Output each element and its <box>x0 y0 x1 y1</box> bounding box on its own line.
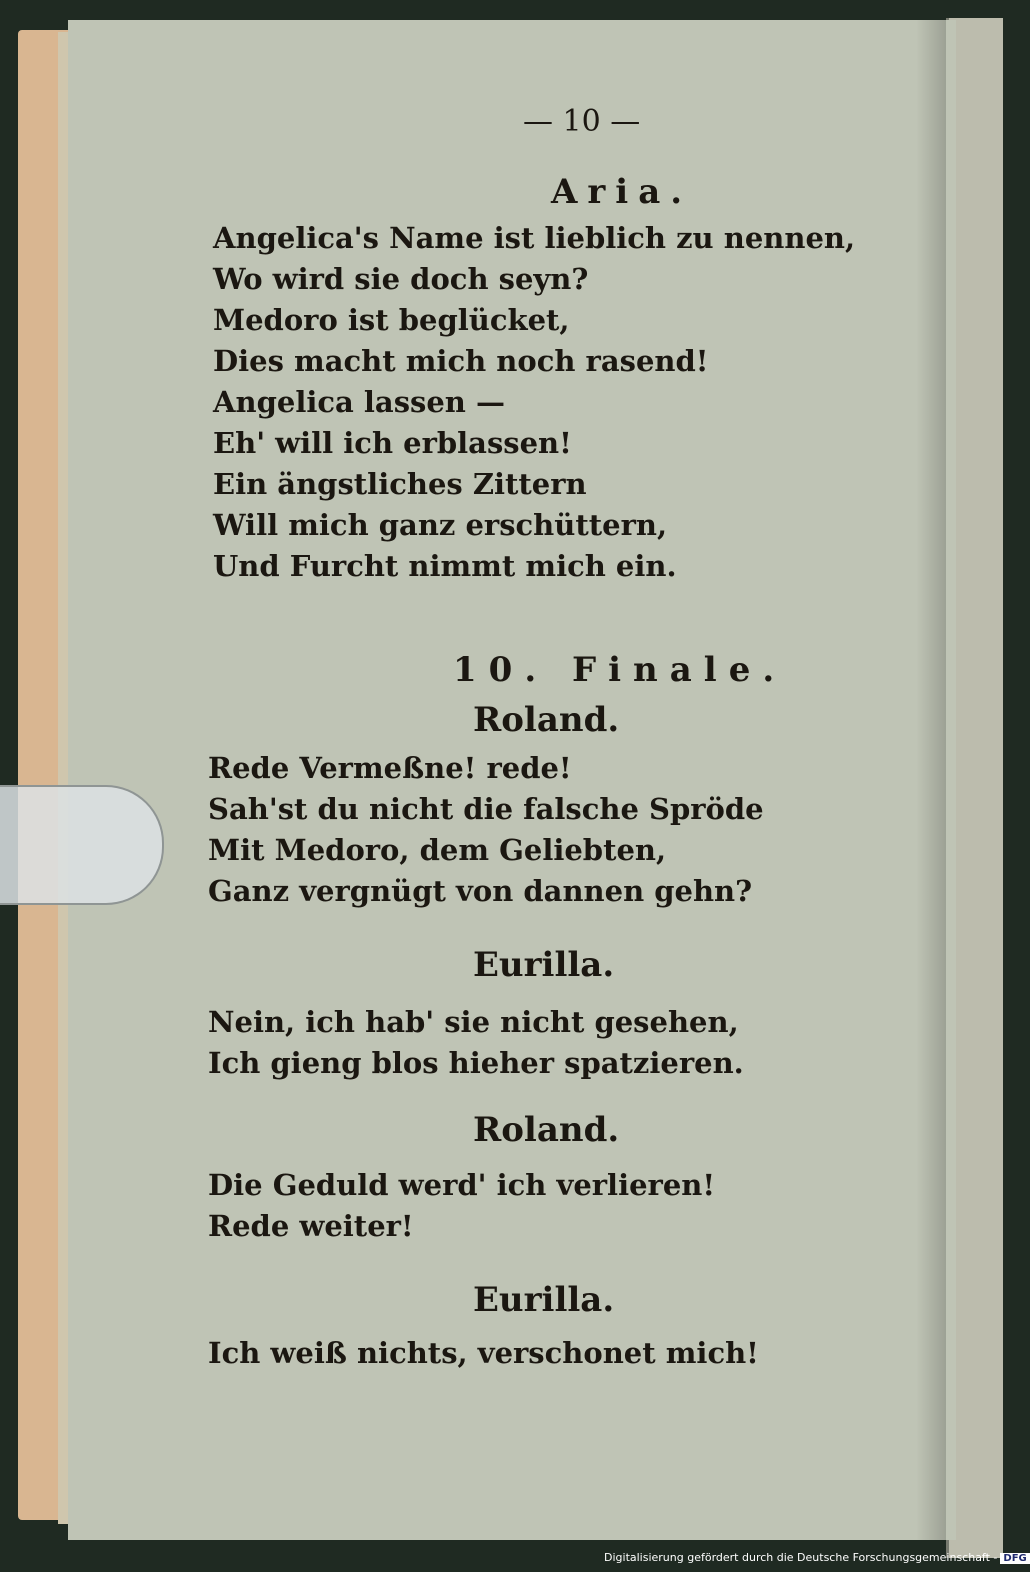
verse-line: Nein, ich hab' sie nicht gesehen, <box>208 1005 739 1039</box>
digitization-footer <box>604 1551 1030 1564</box>
page-clip <box>0 785 164 905</box>
verse-line: Und Furcht nimmt mich ein. <box>213 549 677 583</box>
speech-block <box>208 1333 759 1374</box>
finale-heading: 10. Finale. <box>453 650 787 690</box>
verse-line: Dies macht mich noch rasend! <box>213 344 709 378</box>
aria-verse <box>213 218 855 587</box>
speech-block <box>208 1002 744 1084</box>
verse-line: Medoro ist beglücket, <box>213 303 570 337</box>
page-number: — 10 — <box>523 104 641 139</box>
verse-line: Sah'st du nicht die falsche Spröde <box>208 792 764 826</box>
dfg-logo: DFG <box>1000 1553 1029 1564</box>
speaker-name: Roland. <box>473 700 620 740</box>
verse-line: Wo wird sie doch seyn? <box>213 262 589 296</box>
speech-block <box>208 1165 715 1247</box>
footer-text: Digitalisierung gefördert durch die Deutsche Forschungsgemeinschaft - <box>604 1551 998 1564</box>
verse-line: Rede Vermeßne! rede! <box>208 751 572 785</box>
speaker-name: Eurilla. <box>473 945 615 985</box>
verse-line: Eh' will ich erblassen! <box>213 426 572 460</box>
verse-line: Ich gieng blos hieher spatzieren. <box>208 1046 744 1080</box>
verse-line: Angelica lassen — <box>213 385 505 419</box>
speaker-name: Eurilla. <box>473 1280 615 1320</box>
verse-line: Mit Medoro, dem Geliebten, <box>208 833 667 867</box>
speaker-name: Roland. <box>473 1110 620 1150</box>
verse-line: Ich weiß nichts, verschonet mich! <box>208 1336 759 1370</box>
verse-line: Rede weiter! <box>208 1209 414 1243</box>
verse-line: Angelica's Name ist lieblich zu nennen, <box>213 221 856 255</box>
verse-line: Die Geduld werd' ich verlieren! <box>208 1168 716 1202</box>
book-page <box>68 20 956 1540</box>
aria-heading: Aria. <box>551 172 693 212</box>
verse-line: Will mich ganz erschüttern, <box>213 508 668 542</box>
speech-block <box>208 748 764 912</box>
verse-line: Ein ängstliches Zittern <box>213 467 587 501</box>
verse-line: Ganz vergnügt von dannen gehn? <box>208 874 753 908</box>
gutter-shadow <box>916 20 946 1540</box>
